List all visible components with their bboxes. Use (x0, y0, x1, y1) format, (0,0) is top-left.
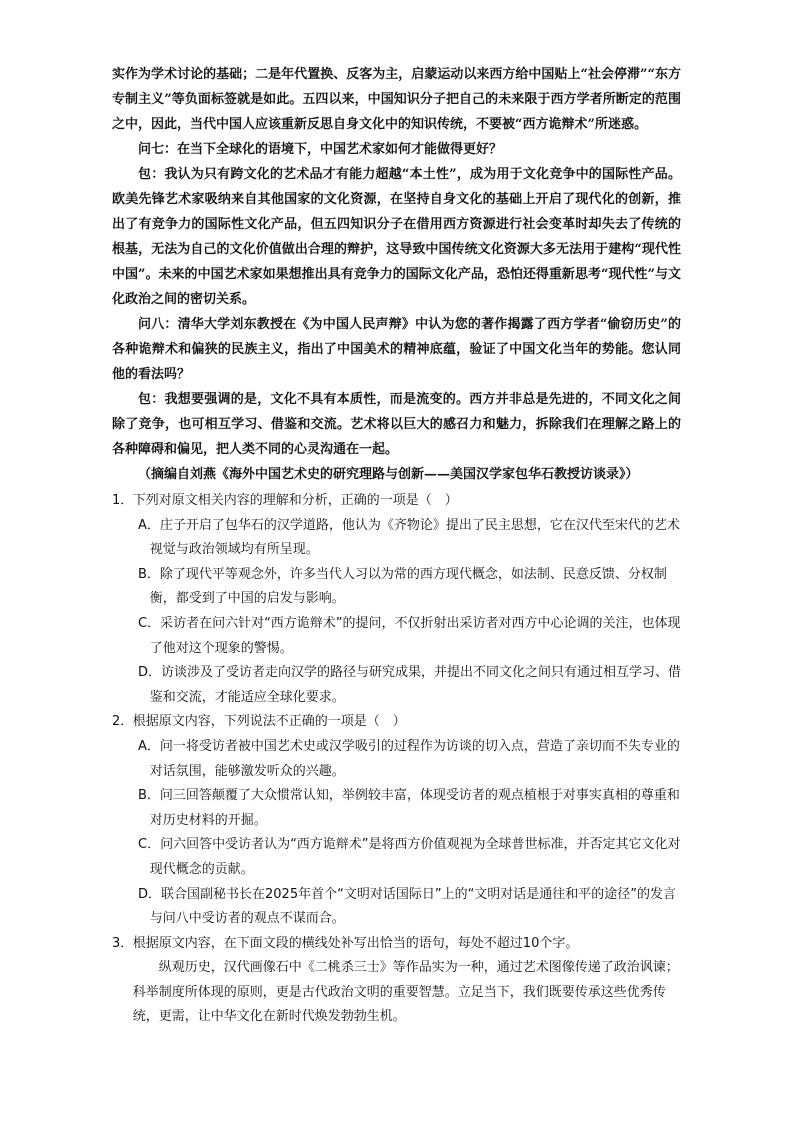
question-1 (112, 489, 681, 710)
option-b: B．问三回答颠覆了大众惯常认知，举例较丰富，体现受访者的观点植根于对事实真相的尊重和对历史材料的开掘。 (138, 788, 680, 828)
question-stem (112, 489, 681, 514)
option-b: B．除了现代平等观念外，许多当代人习以为常的西方现代概念，如法制、民意反馈、分权制衡，都受到了中国的启发与影响。 (138, 566, 667, 607)
question-3 (112, 932, 681, 1030)
option-d: D．联合国副秘书长在2025年首个“文明对话国际日”上的“文明对话是通往和平的途径”的发言与问八中受访者的观点不谋而合。 (138, 886, 677, 927)
question-stem (112, 710, 681, 735)
question-text: 根据原文内容，下列说法不正确的一项是（ ） (132, 714, 406, 730)
question-number: 3． (112, 935, 134, 951)
article-excerpt (112, 62, 681, 487)
question-2 (112, 710, 681, 931)
article-paragraph: 包：我想要强调的是，文化不具有本质性，而是流变的。西方并非总是先进的，不同文化之间除了竞争，也可相互学习、借鉴和交流。艺术将以巨大的感召力和魅力，拆除我们在理解之路上的各种障碍和偏见，把人类不同的心灵沟通在一起。 (112, 392, 681, 457)
article-paragraph: 实作为学术讨论的基础；二是年代置换、反客为主，启蒙运动以来西方给中国贴上“社会停滞”“东方专制主义”等负面标签就是如此。五四以来，中国知识分子把自己的未来限于西方学者所断定的范围之中，因此，当代中国人应该重新反思自身文化中的知识传统，不要被“西方诡辩术”所迷惑。 (112, 67, 681, 132)
option-a: A．庄子开启了包华石的汉学道路，他认为《齐物论》提出了民主思想，它在汉代至宋代的艺术视觉与政治领域均有所呈现。 (138, 517, 680, 558)
question-stem (112, 932, 681, 957)
option-c: C．问六回答中受访者认为“西方诡辩术”是将西方价值观视为全球普世标准，并否定其它文化对现代概念的贡献。 (138, 837, 681, 877)
option-a: A．问一将受访者被中国艺术史或汉学吸引的过程作为访谈的切入点，营造了亲切而不失专业的对话氛围，能够激发听众的兴趣。 (138, 738, 680, 779)
fill-in-passage: 纵观历史，汉代画像石中《二桃杀三士》等作品实为一种，通过艺术图像传递了政治讽谏；科举制度所体现的原则，更是古代政治文明的重要智慧。立足当下，我们既要传承这些优秀传统，更需，让中华文化在新时代焕发勃勃生机。 (132, 960, 679, 1025)
article-paragraph: 问七：在当下全球化的语境下，中国艺术家如何才能做得更好？ (138, 142, 503, 157)
question-text: 下列对原文相关内容的理解和分析，正确的一项是（ ） (132, 493, 458, 508)
question-list (112, 489, 681, 1030)
source-citation: （摘编自刘燕《海外中国艺术史的研究理路与创新——美国汉学家包华石教授访谈录》） (138, 467, 639, 482)
article-paragraph: 包：我认为只有跨文化的艺术品才有能力超越“本土性”，成为用于文化竞争中的国际性产品。欧美先锋艺术家吸纳来自其他国家的文化资源，在坚持自身文化的基础上开启了现代化的创新，推出了有竞争力的国际性文化产品，但五四知识分子在借用西方资源进行社会变革时却失去了传统的根基，无法为自己的文化价值做出合理的辩护，这导致中国传统文化资源大多无法用于建构“现代性中国”。未来的中国艺术家如果想推出具有竞争力的国际文化产品，恐怕还得重新思考“现代性”与文化政治之间的密切关系。 (112, 167, 681, 307)
option-c: C．采访者在问六针对“西方诡辩术”的提问，不仅折射出采访者对西方中心论调的关注，也体现了他对这个现象的警惕。 (138, 615, 681, 656)
question-text: 根据原文内容，在下面文段的横线处补写出恰当的语句，每处不超过10个字。 (132, 935, 579, 951)
option-d: D．访谈涉及了受访者走向汉学的路径与研究成果，并提出不同文化之间只有通过相互学习、借鉴和交流，才能适应全球化要求。 (138, 665, 682, 705)
question-number: 1． (112, 493, 134, 508)
article-paragraph: 问八：清华大学刘东教授在《为中国人民声辩》中认为您的著作揭露了西方学者“偷窃历史”的各种诡辩术和偏狭的民族主义，指出了中国美术的精神底蕴，验证了中国文化当年的势能。您认同他的看法吗？ (112, 317, 681, 382)
question-number: 2． (112, 714, 134, 730)
